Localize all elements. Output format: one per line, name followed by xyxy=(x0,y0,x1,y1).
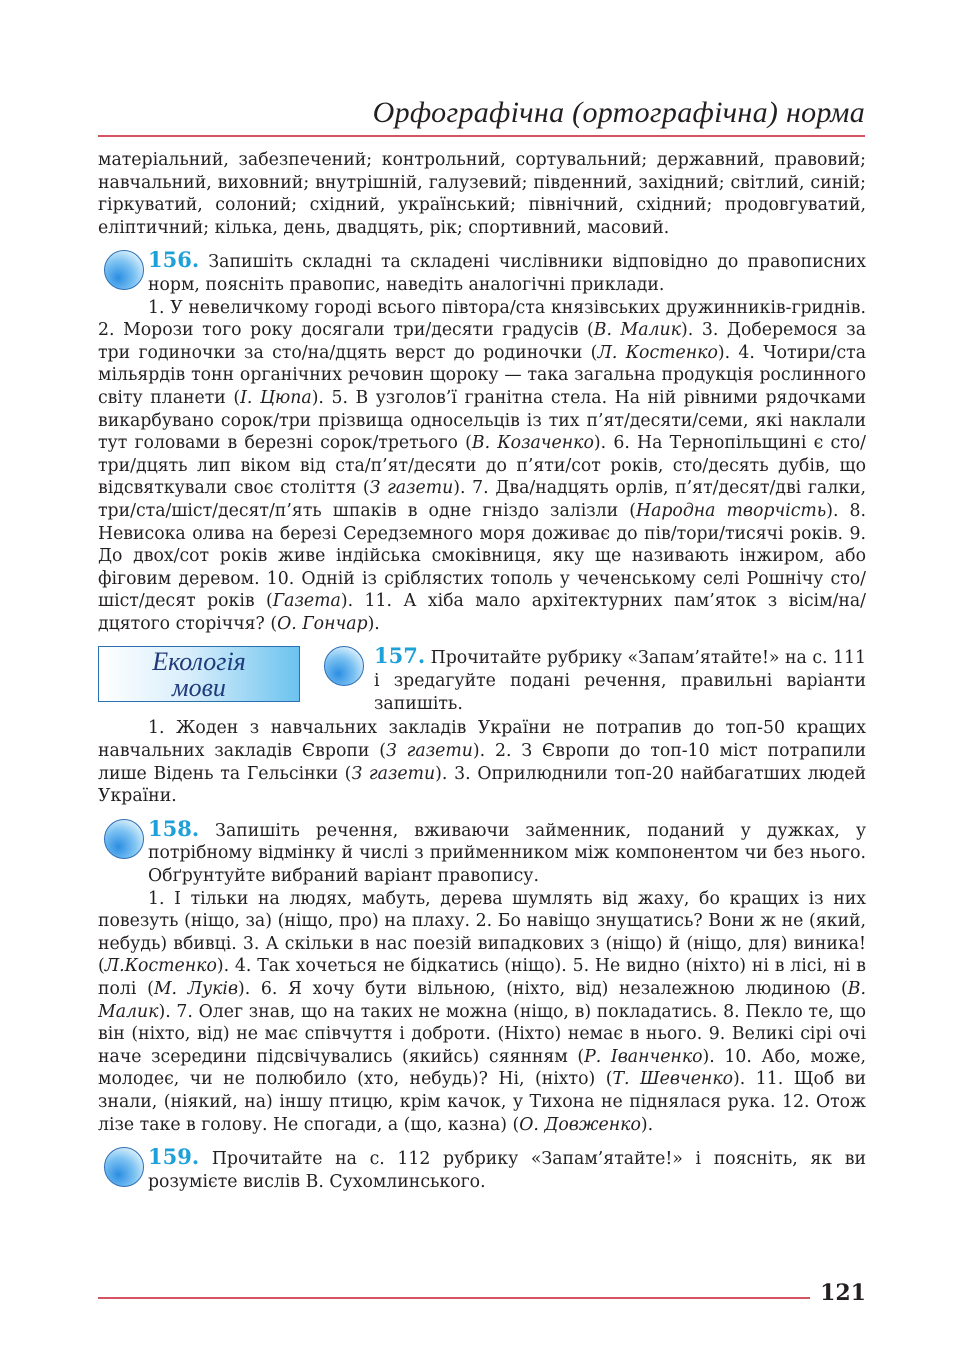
blue-ball-icon xyxy=(104,250,144,290)
task-158-text: 1. І тільки на людях, мабуть, дерева шумлять від жаху, бо кращих із них повезуть (ніщо, за) (ніщо, про) на плаху. 2. Бо навіщо знущатись? Вони ж не (який, небудь) вбивці. 3. А скільки в нас поезій випадкових з (ніщо) й (ніщо, для) виника! (Л.Костенко). 4. Так хочеться не бідкатись (ніщо). 5. Не видно (ніхто) ні в лісі, ні в полі (М. Луків). 6. Я хочу бути вільною, (ніхто, від) незалежною людиною (В. Малик). 7. Олег знав, що на таких не можна (ніщо, в) покладатись. 8. Пекло те, що він (ніхто, від) не має співчуття і доброти. (Ніхто) немає в нього. 9. Великі сірі очі наче зсередини підсвічувались (якийсь) сяянням (Р. Іванченко). 10. Або, може, молодеє, чи не полюбило (хто, небудь)? Ні, (ніхто) (Т. Шевченко). 11. Щоб ви знали, (ніякий, на) іншу птицю, крім качок, у Тихона не піднялася рука. 12. Отож лізе таке в голову. Не спогади, а (що, казна) (О. Довженко). xyxy=(98,888,866,1135)
source: З газети xyxy=(351,763,436,784)
page-content xyxy=(98,149,866,1193)
task-instruction: Прочитайте на с. 112 рубрику «Запам’ятайте!» і поясніть, як ви розумієте вислів В. Сухомлинського. xyxy=(148,1149,866,1192)
running-head: Орфографічна (ортографічна) норма xyxy=(372,96,865,129)
task-number: 159. xyxy=(148,1144,200,1170)
source: Народна творчість xyxy=(636,500,827,521)
blue-ball-icon xyxy=(104,819,144,859)
source: Р. Іванченко xyxy=(584,1046,703,1067)
task-157-text: 1. Жоден з навчальних закладів України не потрапив до топ-50 кращих навчальних закладів Європи (З газети). 2. З Європи до топ-10 міст потрапили лише Відень та Гельсінки (З газети). 3. Оприлюднили топ-20 найбагатших людей України. xyxy=(98,718,866,807)
task-instruction: Прочитайте рубрику «Запам’ятайте!» на с. 111 і зредагуйте подані речення, правильні варіанти запишіть. xyxy=(374,648,867,714)
source: Газета xyxy=(272,591,341,612)
task-157 xyxy=(326,645,866,715)
task-156-text: 1. У невеличкому городі всього півтора/ста князівських дружинників-гриднів. 2. Морози того року досягали три/десяти градусів (В. Малик). 3. Доберемося за три годиночки за сто/на/дцять верст до родиночки (Л. Костенко). 4. Чотири/ста мільярдів тонн органічних речовин щороку — така загальна продукція рослинного світу планети (І. Цюпа). 5. В узголов’ї гранітна стела. На ній рівними рядочками викарбувано сорок/три прізвища односельців із тих п’ят/десяти/семи, які наклали тут головами в березні сорок/третього (В. Козаченко). 6. На Тернопільщині є сто/три/дцять лип віком від ста/п’ят/десяти до п’яти/сот років, сто/десять дубів, що відсвяткували своє століття (З газети). 7. Два/надцять орлів, п’ят/десят/дві галки, три/ста/шіст/десят/п’ять шпаків в одне гніздо залізли (Народна творчість). 8. Невисока олива на березі Середземного моря доживає до пів/тори/тисячі років. 9. До двох/сот років живе індійська смоківниця, яку ще називають інжиром, або фіговим деревом. 10. Одній із сріблястих тополь у чеченському селі Рошнічу сто/шіст/десят років (Газета). 11. А хіба мало архітектурних пам’яток з вісім/на/дцятого сторіччя? (О. Гончар). xyxy=(98,297,867,634)
source: З газети xyxy=(369,478,454,499)
footer-rule xyxy=(98,1297,810,1299)
task-instruction: Запишіть складні та складені числівники відповідно до правописних норм, поясніть правопис, наведіть аналогічні приклади. xyxy=(148,252,866,295)
task-number: 158. xyxy=(148,815,200,841)
source: І. Цюпа xyxy=(240,387,312,408)
task-instruction: Запишіть речення, вживаючи займенник, поданий у дужках, у потрібному відмінку й числі з прийменником між компонентом чи без нього. Обґрунтуйте вибраний варіант правопису. xyxy=(148,820,866,887)
source: О. Гончар xyxy=(277,613,368,634)
source: Т. Шевченко xyxy=(612,1069,734,1090)
ecology-of-language-label: Екологія мови xyxy=(98,646,300,702)
source: З газети xyxy=(386,741,473,762)
intro-word-list: матеріальний, забезпечений; контрольний, сортувальний; державний, правовий; навчальний, виховний; внутрішній, галузевий; південний, західний; світлий, синій; гіркуватий, солоний; східний, український; північний, східний; продовгуватий, еліптичний; кількa, день, двадцять, рік; спортивний, масовий. xyxy=(98,150,866,238)
source: М. Луків xyxy=(153,979,239,999)
task-number: 156. xyxy=(148,247,200,273)
source: О. Довженко xyxy=(519,1114,641,1135)
task-158 xyxy=(98,815,866,888)
task-number: 157. xyxy=(374,643,426,669)
blue-ball-icon xyxy=(104,1147,144,1187)
source: Л.Костенко xyxy=(104,956,217,977)
source: В. Козаченко xyxy=(471,433,594,454)
source: Л. Костенко xyxy=(597,342,718,363)
header-rule xyxy=(98,135,865,137)
ecology-row xyxy=(98,645,866,717)
task-156 xyxy=(98,249,866,296)
source: В. Малик xyxy=(593,320,682,341)
task-159 xyxy=(98,1146,866,1193)
source: В. Малик xyxy=(98,979,866,1022)
page-number: 121 xyxy=(820,1280,866,1306)
